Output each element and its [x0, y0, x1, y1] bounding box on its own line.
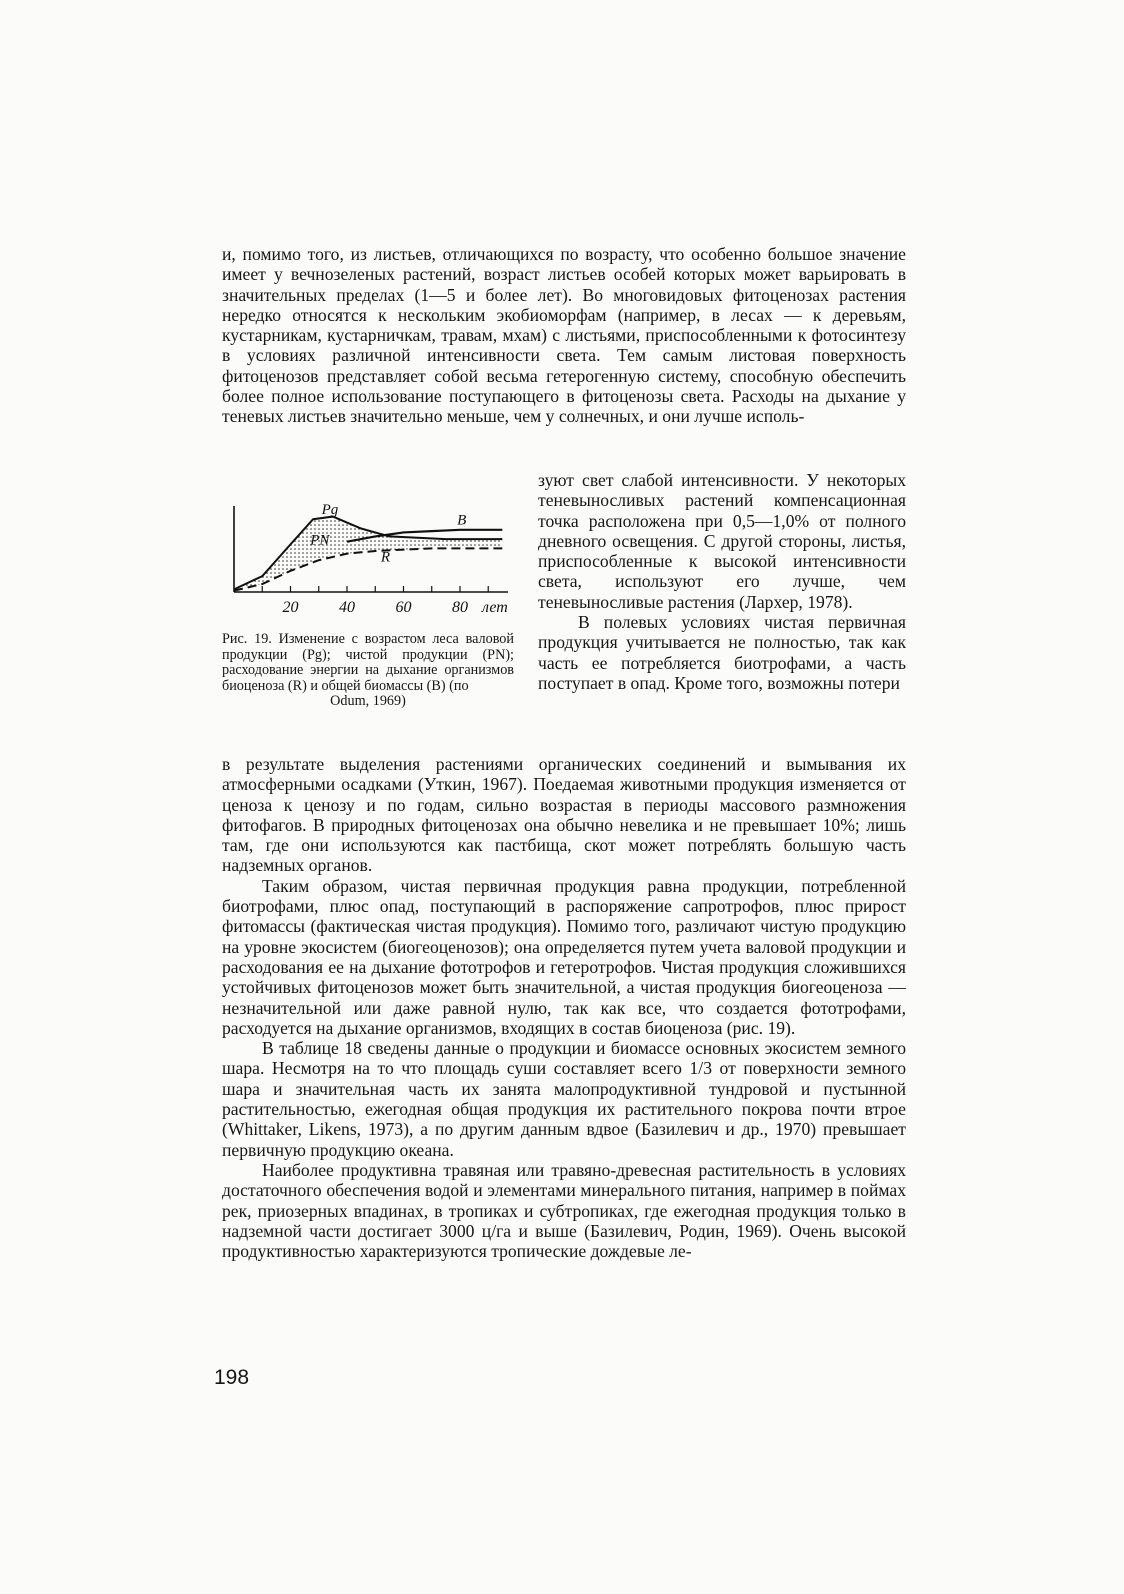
paragraph: и, помимо того, из листьев, отличающихся по возрасту, что особенно большое значение имеет у вечнозеленых растений, возраст листьев особей которых может варьировать в значительных пределах (1—5 и более лет). Во многовидовых фитоценозах растения нередко относятся к нескольким экобиоморфам (например, в лесах — к деревьям, кустарникам, кустарничкам, травам, мхам) с листьями, приспособленными к фотосинтезу в условиях различной интенсивности света. Тем самым листовая поверхность фитоценозов представляет собой весьма гетерогенную систему, способную обеспечить более полное использование поступающего в фитоценозы света. Расходы на дыхание у теневых листьев значительно меньше, чем у солнечных, и они лучше исполь- [222, 244, 906, 427]
caption-source: Odum, 1969) [330, 693, 406, 710]
page-number: 198 [214, 1366, 250, 1389]
paragraph: в результате выделения растениями органических соединений и вымывания их атмосферными осадками (Уткин, 1967). Поедаемая животными продукция изменяется от ценоза к ценозу и по годам, сильно возрастая в периоды массового размножения фитофагов. В природных фитоценозах она обычно невелика и не превышает 10%; лишь там, где они используются как пастбища, скот может потреблять большую часть надземных органов. [222, 754, 906, 876]
chart-forest-production [222, 496, 522, 626]
paragraph: В таблице 18 сведены данные о продукции и биомассе основных экосистем земного шара. Несмотря на то что площадь суши составляет всего 1/3 от поверхности земного шара и значительная часть их занята малопродуктивной тундровой и пустынной растительностью, ежегодная общая продукция их растительного покрова почти втрое (Whittaker, Likens, 1973), а по другим данным вдвое (Базилевич и др., 1970) превышает первичную продукцию океана. [222, 1038, 906, 1160]
wrap-text-block [538, 470, 906, 693]
x-unit-label: лет [481, 599, 508, 616]
curve-label-r: R [380, 549, 391, 566]
paragraph: Наиболее продуктивна травяная или травяно-древесная растительность в условиях достаточного обеспечения водой и элементами минерального питания, например в поймах рек, приозерных впадинах, в тропиках и субтропиках, где ежегодная продукция только в надземной части достигает 3000 ц/га и выше (Базилевич, Родин, 1969). Очень высокой продуктивностью характеризуются тропические дождевые ле- [222, 1159, 906, 1262]
caption-text: Рис. 19. Изменение с возрастом леса валовой продукции (Pg); чистой продукции (PN); расходование энергии на дыхание организмов биоценоза (R) и общей биомассы (B) (по [222, 631, 514, 694]
x-tick-label: 80 [451, 599, 468, 616]
x-tick-label: 40 [338, 599, 355, 616]
paragraph: В полевых условиях чистая первичная продукция учитывается не полностью, так как часть ее потребляется биотрофами, а часть поступает в опад. Кроме того, возможны потери [538, 612, 906, 693]
x-tick-label: 20 [282, 599, 299, 616]
figure-19 [222, 496, 522, 726]
curve-label-b: B [457, 512, 467, 529]
top-text-block [222, 244, 906, 427]
curve-label-pg: Pg [321, 501, 339, 518]
paragraph: Таким образом, чистая первичная продукция равна продукции, потребленной биотрофами, плюс опад, поступающий в распоряжение сапротрофов, плюс прирост фитомассы (фактическая чистая продукция). Помимо того, различают чистую продукцию на уровне экосистем (биогеоценозов); она определяется путем учета валовой продукции и расходования ее на дыхание фототрофов и гетеротрофов. Чистая продукция сложившихся устойчивых фитоценозов может быть значительной, а чистая продукция биогеоценоза — незначительной или даже равной нулю, так как все, что создается фототрофами, расходуется на дыхание организмов, входящих в состав биоценоза (рис. 19). [222, 875, 906, 1038]
paragraph: зуют свет слабой интенсивности. У некоторых теневыносливых растений компенсационная точка расположена при 0,5—1,0% от полного дневного освещения. С другой стороны, листья, приспособленные к высокой интенсивности света, используют его лучше, чем теневыносливые растения (Лархер, 1978). [538, 470, 906, 612]
x-tick-label: 60 [395, 599, 412, 616]
curve-label-pn: PN [310, 532, 330, 549]
figure-caption [222, 632, 514, 710]
bottom-text-block [222, 754, 906, 1261]
